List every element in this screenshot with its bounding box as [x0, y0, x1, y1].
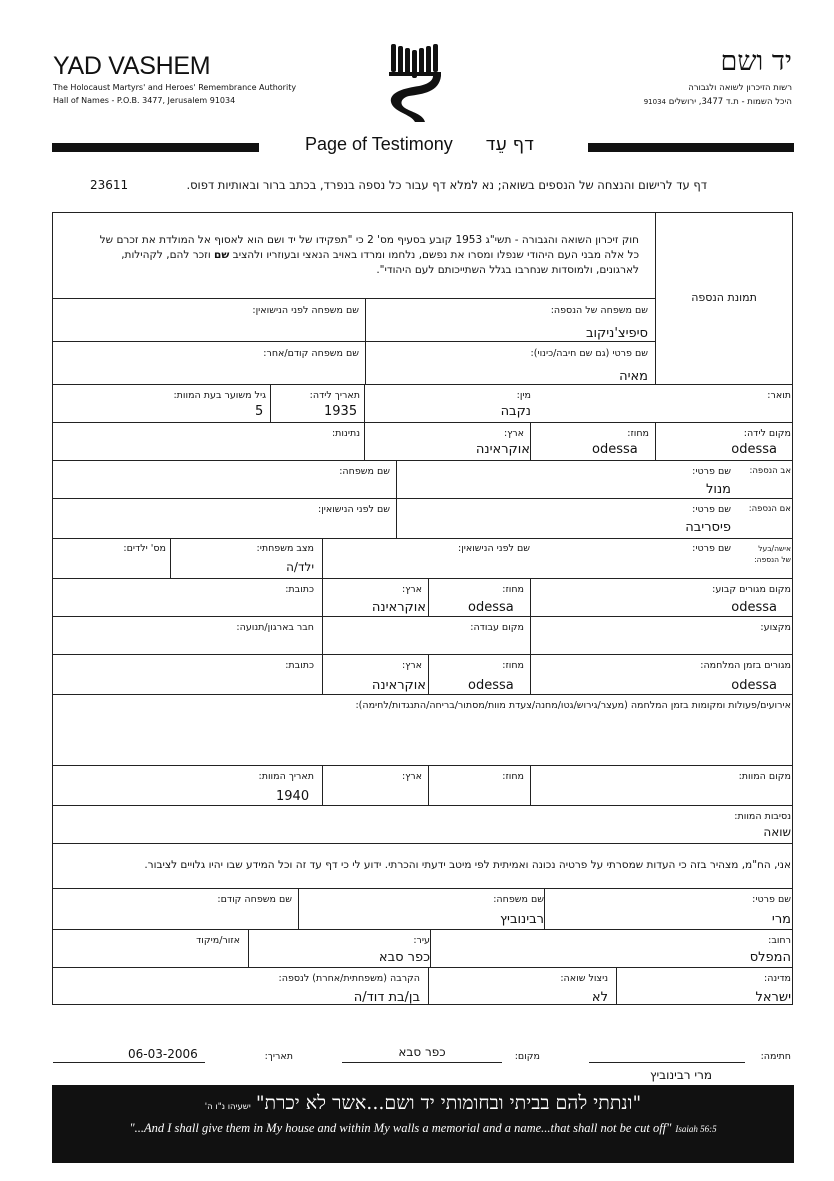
law-line-1: חוק זיכרון השואה והגבורה - תשי"ג 1953 קובע בסעיף מס' 2 כי "תפקידו של יד ושם הוא לאסוף אל המולדת את זכרם של — [99, 234, 639, 246]
v-war-b — [428, 654, 429, 694]
permanent-res-label: מקום מגורים קבוע: — [712, 584, 791, 595]
org-address: Hall of Names - P.O.B. 3477, Jerusalem 91034 — [53, 96, 236, 105]
law-line-2 — [49, 248, 639, 263]
line-11 — [52, 694, 793, 695]
line-7 — [52, 538, 793, 539]
war-country-value: אוקראינה — [371, 678, 426, 693]
birth-year-value: 1935 — [324, 404, 358, 419]
submitter-last-value: רבינוביץ — [500, 912, 544, 927]
death-place-label: מקום המוות: — [738, 771, 791, 782]
date-line — [53, 1062, 205, 1063]
v-r2-c — [364, 422, 365, 460]
death-circ-label: נסיבות המוות: — [734, 811, 791, 822]
testimony-number: 23611 — [90, 178, 129, 192]
v-res-a — [530, 578, 531, 616]
line-4 — [52, 422, 793, 423]
v-prof-b — [322, 616, 323, 654]
workplace-label: מקום עבודה: — [470, 622, 524, 633]
birth-district-label: מחוז: — [627, 428, 649, 439]
title-label: תואר: — [767, 390, 791, 401]
law-line-2c: וזכר להם, לקהילות, — [121, 249, 211, 261]
street-value: המפלס — [749, 950, 791, 965]
date-label: תאריך: — [264, 1051, 293, 1062]
title-bar-right — [588, 143, 794, 152]
age-value: 5 — [255, 404, 264, 419]
v-sub-b — [298, 888, 299, 929]
first-name-label: שם פרטי (גם שם חיבה/כינוי): — [530, 348, 648, 359]
state-label: מדינה: — [764, 973, 791, 984]
line-6 — [52, 498, 793, 499]
law-line-2a: כל אלה מבני העם היהודי שנפלו ומסרו את נפשם, נלחמו ומרדו באויב הנאצי ובעוזריו ולהציב — [232, 249, 639, 261]
footer-heb-line — [52, 1092, 794, 1115]
survivor-label: ניצול שואה: — [560, 973, 608, 984]
birth-date-label: תאריך לידה: — [309, 390, 360, 401]
perm-address-label: כתובת: — [285, 584, 314, 595]
line-9 — [52, 616, 793, 617]
v-death-b — [428, 765, 429, 805]
heb-address-zip: 91034 — [643, 98, 666, 106]
intro-line: דף עד לרישום והנצחה של הנספים בשואה; נא למלא דף עבור כל נספה בנפרד, בכתב ברור ובאותיות דפוס. — [186, 178, 707, 192]
v-death-a — [530, 765, 531, 805]
line-17 — [52, 967, 793, 968]
v-r1-b — [270, 384, 271, 422]
law-line-3: לארגונים, ולמוסדות שנחרבו בגלל השתייכותם לעם היהודי". — [376, 264, 639, 276]
member-org-label: חבר בארגון/תנועה: — [236, 622, 314, 633]
relation-label: הקרבה (משפחתית/אחרת) לנספה: — [278, 973, 420, 984]
nationality-label: נתינות: — [331, 428, 360, 439]
line-8 — [52, 578, 793, 579]
page-title-heb: דף עֵד — [485, 134, 534, 155]
city-label: עיר: — [413, 935, 430, 946]
birth-district-value: odessa — [592, 442, 638, 457]
v-r2-b — [530, 422, 531, 460]
mother-maiden-label: שם לפני הנישואין: — [317, 504, 390, 515]
war-district-label: מחוז: — [502, 660, 524, 671]
father-family-label: שם משפחה: — [339, 466, 390, 477]
submitter-first-label: שם פרטי: — [752, 894, 791, 905]
v-war-c — [322, 654, 323, 694]
death-circ-value: שואה — [763, 825, 791, 839]
sig-place-value: כפר סבא — [398, 1045, 446, 1059]
org-subtitle: The Holocaust Martyrs' and Heroes' Remembrance Authority — [53, 83, 297, 92]
perm-district-value: odessa — [468, 600, 514, 615]
death-date-label: תאריך המוות: — [258, 771, 314, 782]
birth-country-value: אוקראינה — [475, 442, 530, 457]
v-spouse-a — [322, 538, 323, 578]
sig-date-value: 06-03-2006 — [128, 1047, 198, 1061]
family-status-label: מצב משפחתי: — [256, 543, 314, 554]
death-district-label: מחוז: — [502, 771, 524, 782]
spouse-label-1: אישה/בעל — [758, 544, 791, 553]
footer-heb-ref: ישעיהו נ"ו ה' — [204, 1102, 251, 1112]
heb-org-subtitle: רשות הזיכרון לשואה ולגבורה — [688, 83, 792, 93]
submitter-prev-label: שם משפחה קודם: — [217, 894, 292, 905]
war-district-value: odessa — [468, 678, 514, 693]
v-res-b — [428, 578, 429, 616]
v-death-c — [322, 765, 323, 805]
maiden-name-label: שם משפחה לפני הנישואין: — [252, 305, 359, 316]
birth-place-label: מקום לידה: — [743, 428, 791, 439]
v-spouse-b — [170, 538, 171, 578]
death-date-value: 1940 — [276, 789, 310, 804]
mother-first-label: שם פרטי: — [692, 504, 731, 515]
mother-first-value: פיסריבה — [685, 520, 731, 535]
father-first-label: שם פרטי: — [692, 466, 731, 477]
line-1 — [52, 298, 655, 299]
v-war-a — [530, 654, 531, 694]
signature-line — [589, 1062, 745, 1063]
age-death-label: גיל משוער בעת המוות: — [173, 390, 266, 401]
title-bar-left — [52, 143, 259, 152]
events-label: אירועים/פעולות ומקומות בזמן המלחמה (מעצר/גירוש/גטו/מחנה/צעדת מוות/מסתור/בריחה/התנגדות/לחימה): — [355, 700, 791, 711]
signer-name: מרי רבינוביץ — [650, 1068, 712, 1082]
war-res-value: odessa — [731, 678, 777, 693]
submitter-last-label: שם משפחה: — [493, 894, 544, 905]
state-value: ישראל — [755, 990, 791, 1005]
declaration-text: אני, הח"מ, מצהיר בזה כי העדות שמסרתי על פרטיה נכונה ואמיתית לפי מיטב ידעתי והכרתי. ידוע לי כי דף עד זה וכל המידע שבו יהיו גלויים לציבור. — [144, 859, 791, 871]
birth-country-label: ארץ: — [503, 428, 524, 439]
v-res-c — [322, 578, 323, 616]
heb-address-text: היכל השמות - ת.ד 3477, ירושלים — [668, 97, 792, 107]
org-title: YAD VASHEM — [53, 52, 211, 80]
death-country-label: ארץ: — [401, 771, 422, 782]
footer-eng-quote: "...And I shall give them in My house and within My walls a memorial and a name...that shall not be cut off" — [129, 1121, 672, 1135]
v-rel-a — [616, 967, 617, 1005]
v-name-split — [365, 298, 366, 384]
victim-last-value: סיפיצ'ניקוב — [585, 326, 648, 341]
perm-country-value: אוקראינה — [371, 600, 426, 615]
signature-label: חתימה: — [760, 1051, 791, 1062]
num-children-label: מס' ילדים: — [123, 543, 166, 554]
v-sub-a — [544, 888, 545, 929]
spouse-maiden-label: שם לפני הנישואין: — [457, 543, 530, 554]
mother-label: אם הנספה: — [748, 504, 791, 514]
line-16 — [52, 929, 793, 930]
prev-last-label: שם משפחה קודם/אחר: — [263, 348, 359, 359]
war-country-label: ארץ: — [401, 660, 422, 671]
place-label: מקום: — [514, 1051, 540, 1062]
law-line-2b: שם — [214, 249, 230, 261]
law-text — [49, 233, 639, 278]
yad-vashem-logo — [385, 42, 445, 124]
place-line — [342, 1062, 502, 1063]
war-address-label: כתובת: — [285, 660, 314, 671]
city-value: כפר סבא — [378, 950, 430, 965]
profession-label: מקצוע: — [760, 622, 791, 633]
line-10 — [52, 654, 793, 655]
spouse-first-label: שם פרטי: — [692, 543, 731, 554]
footer-eng-line — [52, 1119, 794, 1137]
birth-place-value: odessa — [731, 442, 777, 457]
v-r1-a — [364, 384, 365, 422]
submitter-first-value: מרי — [771, 912, 791, 927]
line-2 — [52, 341, 655, 342]
line-3 — [52, 384, 793, 385]
line-14 — [52, 843, 793, 844]
war-res-label: מגורים בזמן המלחמה: — [700, 660, 791, 671]
heb-org-title: יד ושם — [720, 46, 792, 77]
v-prof-a — [530, 616, 531, 654]
line-12 — [52, 765, 793, 766]
permanent-res-value: odessa — [731, 600, 777, 615]
v-r2-a — [655, 422, 656, 460]
v-addr-b — [248, 929, 249, 967]
family-status-value: ילד/ה — [286, 560, 314, 574]
footer-eng-ref: Isaiah 56:5 — [675, 1124, 717, 1134]
zip-label: אזור/מיקוד — [196, 935, 240, 946]
footer-heb-quote: "ונתתי להם בביתי ובחומותי יד ושם...אשר לא יכרת" — [255, 1092, 642, 1114]
v-addr-a — [430, 929, 431, 967]
perm-country-label: ארץ: — [401, 584, 422, 595]
victim-last-label: שם משפחה של הנספה: — [550, 305, 648, 316]
relation-value: בן/בת דוד/ה — [353, 990, 420, 1005]
gender-label: מין: — [516, 390, 531, 401]
v-rel-b — [428, 967, 429, 1005]
father-first-value: מנול — [706, 482, 731, 497]
street-label: רחוב: — [768, 935, 791, 946]
page-title: Page of Testimony — [305, 134, 453, 154]
line-13 — [52, 805, 793, 806]
perm-district-label: מחוז: — [502, 584, 524, 595]
line-15 — [52, 888, 793, 889]
spouse-label-2: של הנספה: — [754, 555, 791, 564]
heb-org-address — [644, 97, 792, 107]
gender-value: נקבה — [500, 404, 531, 419]
survivor-value: לא — [591, 990, 608, 1005]
v-parents — [396, 460, 397, 538]
father-label: אב הנספה: — [749, 466, 791, 476]
first-name-value: מאיה — [619, 369, 648, 384]
line-5 — [52, 460, 793, 461]
photo-label: תמונת הנספה — [691, 291, 757, 304]
